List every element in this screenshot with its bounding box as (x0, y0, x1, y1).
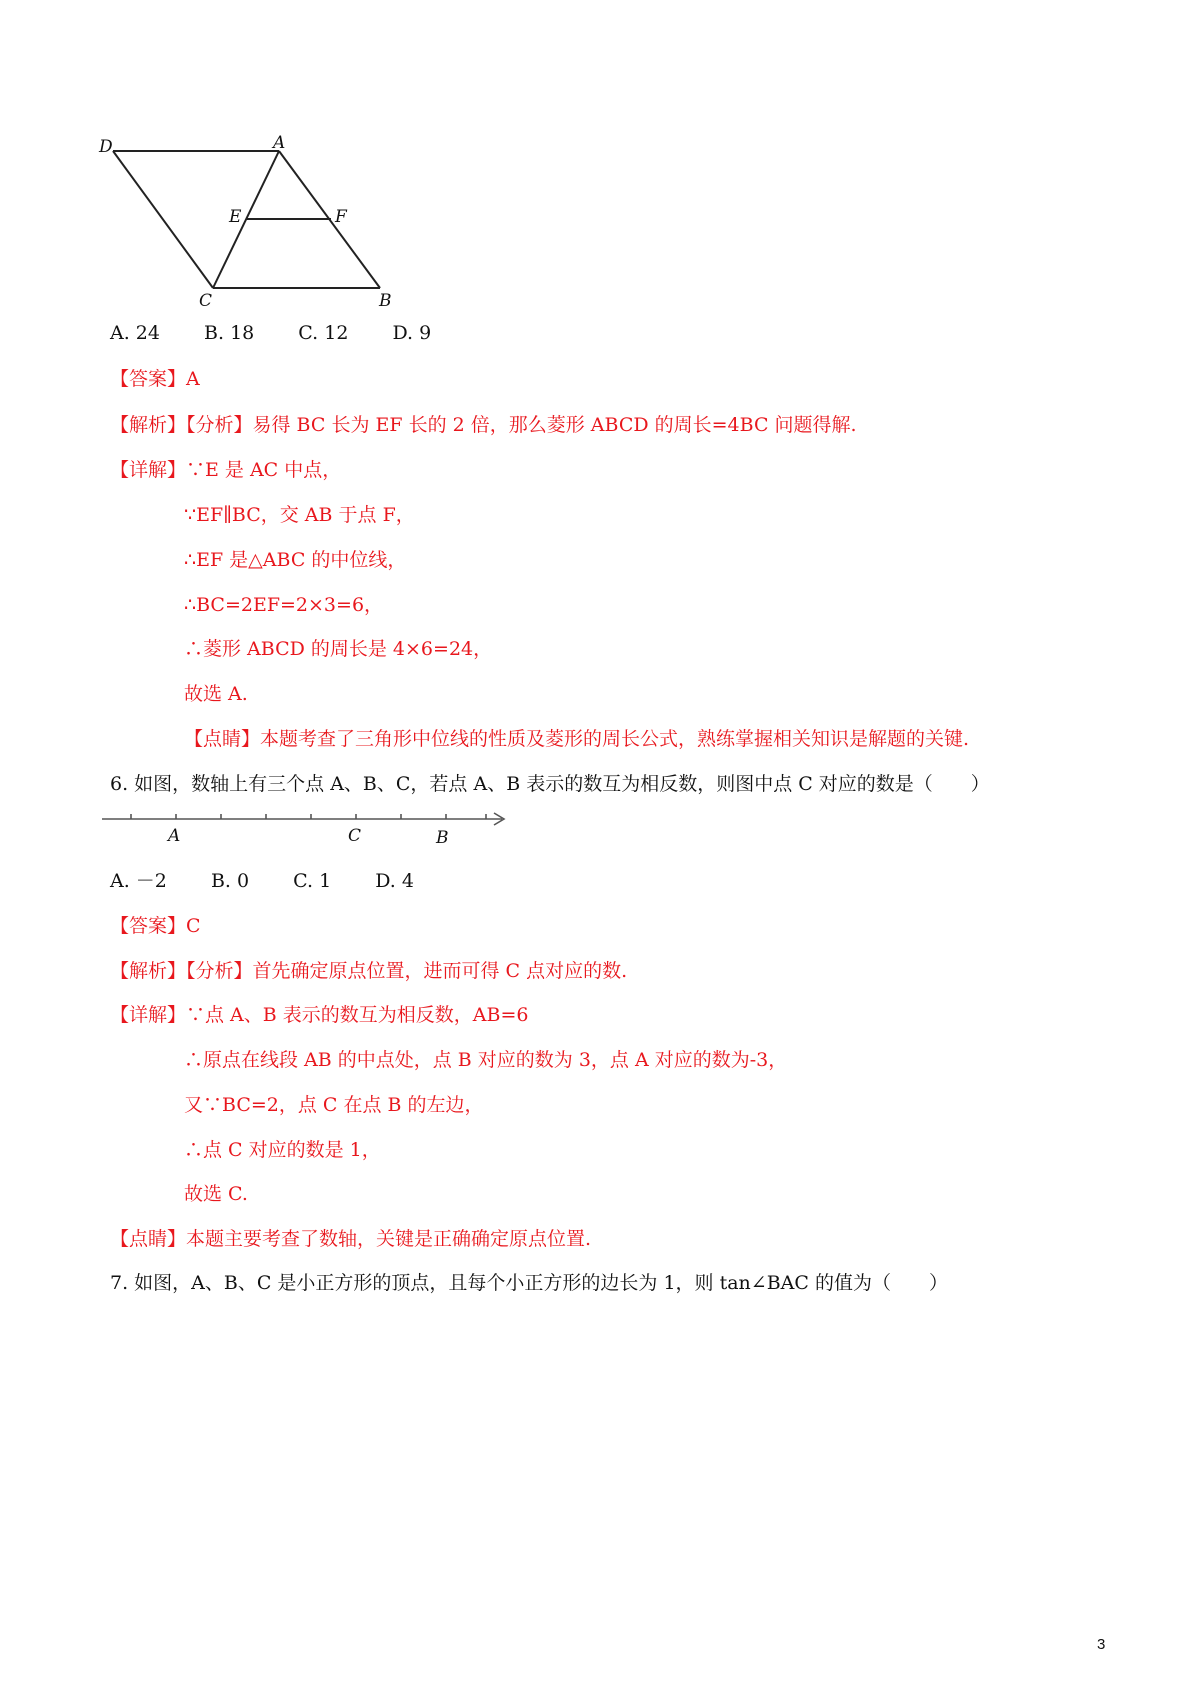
detail-text: ∵点 A、B 表示的数互为相反数，AB=6 (186, 1004, 529, 1026)
number-line-figure (100, 805, 520, 853)
q6-detail-line-1 (110, 1002, 528, 1028)
page-number: 3 (1097, 1636, 1106, 1653)
q7-question: 7. 如图，A、B、C 是小正方形的顶点，且每个小正方形的边长为 1，则 tan∠BAC 的值为（ ） (110, 1272, 948, 1294)
segment-dc (113, 151, 213, 288)
q6-detail-line-2: ∴原点在线段 AB 的中点处，点 B 对应的数为 3，点 A 对应的数为-3， (184, 1049, 788, 1071)
answer-value: C (186, 915, 201, 937)
q6-comment (110, 1226, 591, 1252)
q5-detail-line-2: ∵EF∥BC，交 AB 于点 F， (184, 504, 415, 526)
label-e: E (229, 207, 242, 227)
analysis-tag: 【解析】【分析】 (110, 960, 253, 982)
label-d: D (99, 137, 113, 157)
detail-text: ∵E 是 AC 中点， (186, 459, 342, 481)
answer-tag: 【答案】 (110, 368, 187, 390)
detail-tag: 【详解】 (110, 459, 187, 481)
analysis-text: 易得 BC 长为 EF 长的 2 倍，那么菱形 ABCD 的周长=4BC 问题得解. (252, 414, 857, 436)
q6-option-d: D. 4 (375, 870, 414, 892)
q5-detail-line-6: 故选 A. (184, 683, 248, 705)
rhombus-figure (95, 130, 415, 315)
answer-value: A (186, 368, 200, 390)
q6-detail-line-4: ∴点 C 对应的数是 1， (184, 1139, 381, 1161)
q5-option-c: C. 12 (298, 322, 349, 344)
analysis-tag: 【解析】【分析】 (110, 414, 253, 436)
label-a: A (168, 826, 181, 846)
q5-detail-line-3: ∴EF 是△ABC 的中位线， (184, 549, 407, 571)
comment-text: 本题主要考查了数轴，关键是正确确定原点位置. (186, 1228, 592, 1250)
label-c: C (348, 826, 362, 846)
q6-options (110, 868, 452, 894)
comment-text: 本题考查了三角形中位线的性质及菱形的周长公式，熟练掌握相关知识是解题的关键. (260, 728, 970, 750)
q6-detail-line-5: 故选 C. (184, 1183, 248, 1205)
q6-detail-line-3: 又∵BC=2，点 C 在点 B 的左边， (184, 1094, 484, 1116)
q5-answer (110, 366, 200, 392)
q5-options (110, 320, 469, 346)
detail-tag: 【详解】 (110, 1004, 187, 1026)
comment-tag: 【点睛】 (184, 728, 261, 750)
label-f: F (335, 207, 347, 227)
label-b: B (379, 291, 392, 311)
q6-analysis (110, 958, 627, 984)
q5-detail-line-1 (110, 457, 341, 483)
q5-analysis (110, 412, 857, 438)
q6-answer (110, 913, 201, 939)
label-a: A (273, 133, 286, 153)
q5-option-a: A. 24 (110, 322, 160, 344)
q5-detail-line-5: ∴菱形 ABCD 的周长是 4×6=24， (184, 638, 493, 660)
answer-tag: 【答案】 (110, 915, 187, 937)
analysis-text: 首先确定原点位置，进而可得 C 点对应的数. (252, 960, 628, 982)
q6-option-c: C. 1 (293, 870, 332, 892)
q6-option-a: A. －2 (110, 870, 167, 892)
label-b: B (436, 828, 449, 848)
q5-detail-line-4: ∴BC=2EF=2×3=6， (184, 594, 384, 616)
q6-question: 6. 如图，数轴上有三个点 A、B、C，若点 A、B 表示的数互为相反数，则图中点 C 对应的数是（ ） (110, 773, 990, 795)
q5-option-b: B. 18 (204, 322, 255, 344)
comment-tag: 【点睛】 (110, 1228, 187, 1250)
label-c: C (199, 291, 213, 311)
q5-option-d: D. 9 (392, 322, 432, 344)
q6-option-b: B. 0 (210, 870, 250, 892)
q5-comment (184, 726, 969, 752)
